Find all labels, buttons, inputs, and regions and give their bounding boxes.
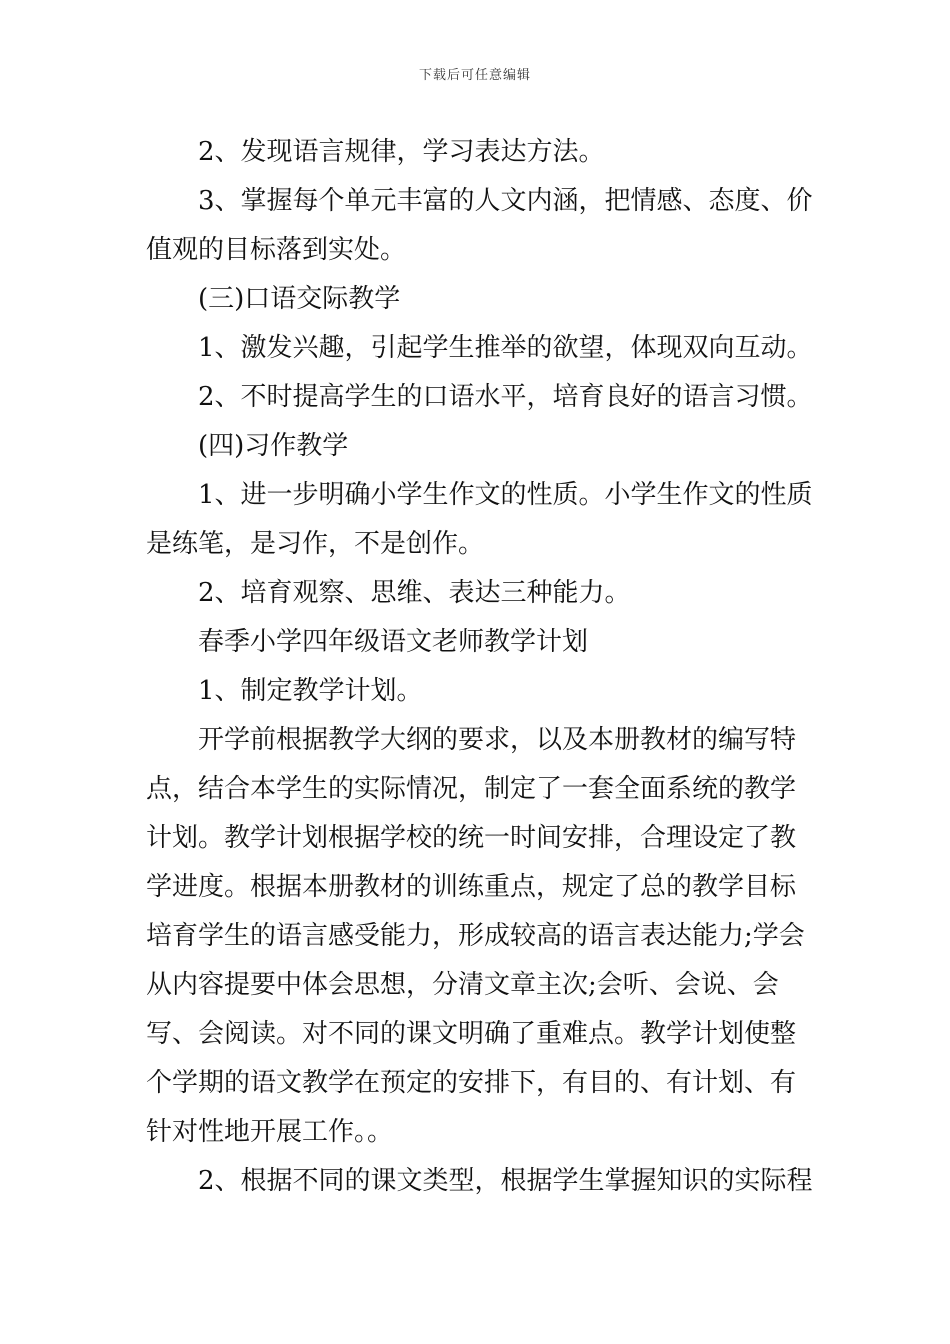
page-header-note: 下载后可任意编辑 [418, 68, 531, 83]
section-heading-writing: (四)习作教学 [198, 431, 349, 461]
paragraph-8: 开学前根据教学大纲的要求，以及本册教材的编写特点，结合本学生的实际情况，制定了一套全面系统的教学计划。教学计划根据学校的统一时间安排，合理设定了教学进度。根据本册教材的训练重点，规定了总的教学目标培育学生的语言感受能力，形成较高的语言表达能力;学会从内容提要中体会思想，分清文章主次;会听、会说、会写、会阅读。对不同的课文明确了重难点。教学计划使整个学期的语文教学在预定的安排下，有目的、有计划、有针对性地开展工作。。 [146, 725, 805, 1147]
section-heading-oral: (三)口语交际教学 [198, 284, 401, 314]
paragraph-5: 1、进一步明确小学生作文的性质。小学生作文的性质是练笔，是习作，不是创作。 [146, 480, 813, 559]
paragraph-9: 2、根据不同的课文类型，根据学生掌握知识的实际程 [198, 1166, 813, 1196]
paragraph-1: 2、发现语言规律，学习表达方法。 [198, 137, 605, 167]
paragraph-7: 1、制定教学计划。 [198, 676, 423, 706]
paragraph-6: 2、培育观察、思维、表达三种能力。 [198, 578, 631, 608]
document-body [146, 128, 818, 1206]
paragraph-4: 2、不时提高学生的口语水平，培育良好的语言习惯。 [198, 382, 813, 412]
paragraph-2: 3、掌握每个单元丰富的人文内涵，把情感、态度、价值观的目标落到实处。 [146, 186, 813, 265]
section-title-plan: 春季小学四年级语文老师教学计划 [198, 627, 589, 657]
paragraph-3: 1、激发兴趣，引起学生推举的欲望，体现双向互动。 [198, 333, 813, 363]
